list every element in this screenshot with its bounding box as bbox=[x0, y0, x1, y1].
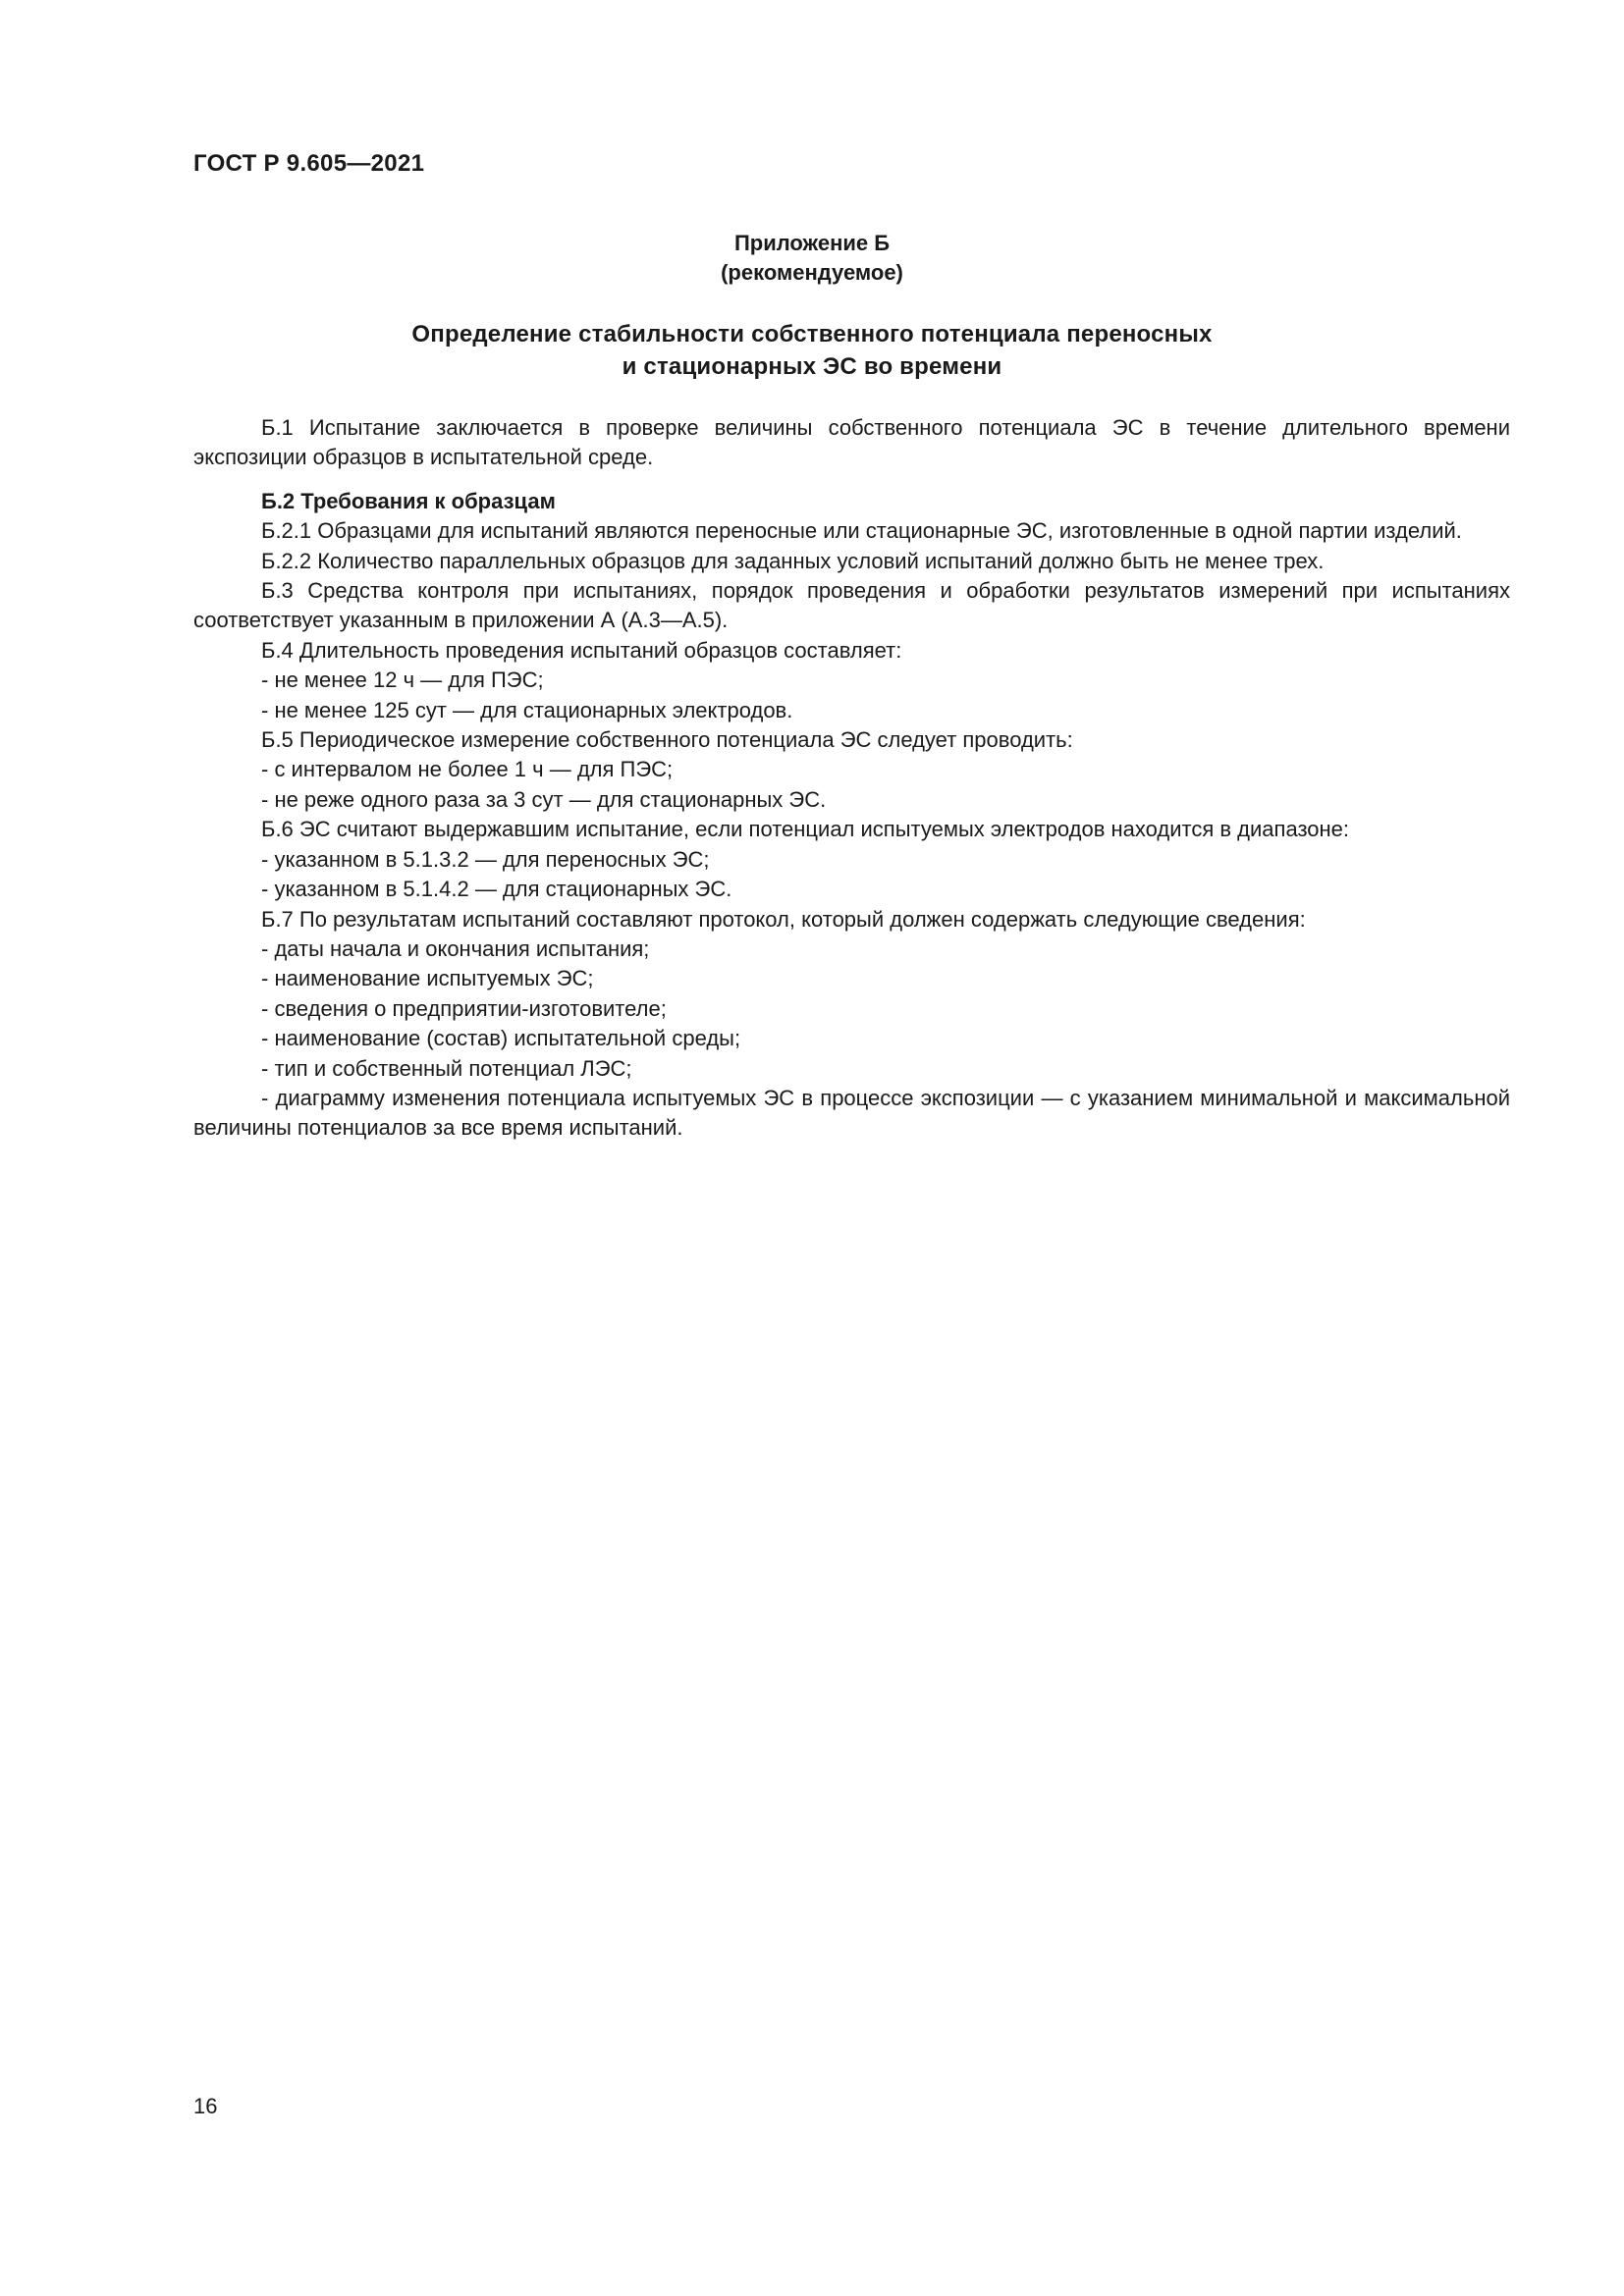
appendix-label: Приложение Б bbox=[733, 231, 891, 255]
clause-b2-1: Б.2.1 Образцами для испытаний являются переносные или стационарные ЭС, изготовленные в одной партии изделий. bbox=[261, 518, 1462, 544]
title-line-2: и стационарных ЭС во времени bbox=[622, 353, 1002, 380]
clause-b5: Б.5 Периодическое измерение собственного потенциала ЭС следует проводить: bbox=[261, 727, 1073, 753]
clause-b7: Б.7 По результатам испытаний составляют протокол, который должен содержать следующие сведения: bbox=[261, 906, 1306, 932]
list-item: - наименование (состав) испытательной среды; bbox=[261, 1026, 741, 1051]
appendix-heading bbox=[0, 229, 1624, 288]
list-item: - тип и собственный потенциал ЛЭС; bbox=[261, 1055, 632, 1081]
appendix-status: (рекомендуемое) bbox=[721, 260, 903, 285]
list-item: - не реже одного раза за 3 сут — для стационарных ЭС. bbox=[261, 786, 827, 812]
list-item: - с интервалом не более 1 ч — для ПЭС; bbox=[261, 757, 674, 782]
title-line-1: Определение стабильности собственного потенциала переносных bbox=[411, 321, 1213, 347]
page-title bbox=[0, 318, 1624, 383]
list-item: - не менее 12 ч — для ПЭС; bbox=[261, 667, 544, 693]
list-item: - указанном в 5.1.4.2 — для стационарных ЭС. bbox=[261, 877, 732, 902]
list-item: - наименование испытуемых ЭС; bbox=[261, 966, 594, 991]
list-item: - даты начала и окончания испытания; bbox=[261, 935, 650, 961]
clause-b6: Б.6 ЭС считают выдержавшим испытание, если потенциал испытуемых электродов находится в диапазоне: bbox=[261, 817, 1350, 842]
list-item: - не менее 125 сут — для стационарных электродов. bbox=[261, 697, 793, 722]
list-item: - диаграмму изменения потенциала испытуемых ЭС в процессе экспозиции — с указанием минимальной и максимальной величины потенциалов за все время испытаний. bbox=[193, 1085, 1510, 1141]
page-number: 16 bbox=[193, 2094, 218, 2118]
clause-b3: Б.3 Средства контроля при испытаниях, порядок проведения и обработки результатов измерений при испытаниях соответствует указанным в приложении А (А.3—А.5). bbox=[193, 578, 1510, 633]
clause-b2-heading: Б.2 Требования к образцам bbox=[261, 488, 556, 513]
document-body bbox=[193, 413, 1510, 1144]
document-id: ГОСТ Р 9.605—2021 bbox=[193, 150, 425, 177]
clause-b2-2: Б.2.2 Количество параллельных образцов для заданных условий испытаний должно быть не менее трех. bbox=[261, 548, 1325, 573]
list-item: - указанном в 5.1.3.2 — для переносных ЭС; bbox=[261, 846, 710, 872]
list-item: - сведения о предприятии-изготовителе; bbox=[261, 995, 667, 1021]
clause-b4: Б.4 Длительность проведения испытаний образцов составляет: bbox=[261, 637, 902, 663]
clause-b1: Б.1 Испытание заключается в проверке величины собственного потенциала ЭС в течение длительного времени экспозиции образцов в испытательной среде. bbox=[193, 415, 1510, 470]
